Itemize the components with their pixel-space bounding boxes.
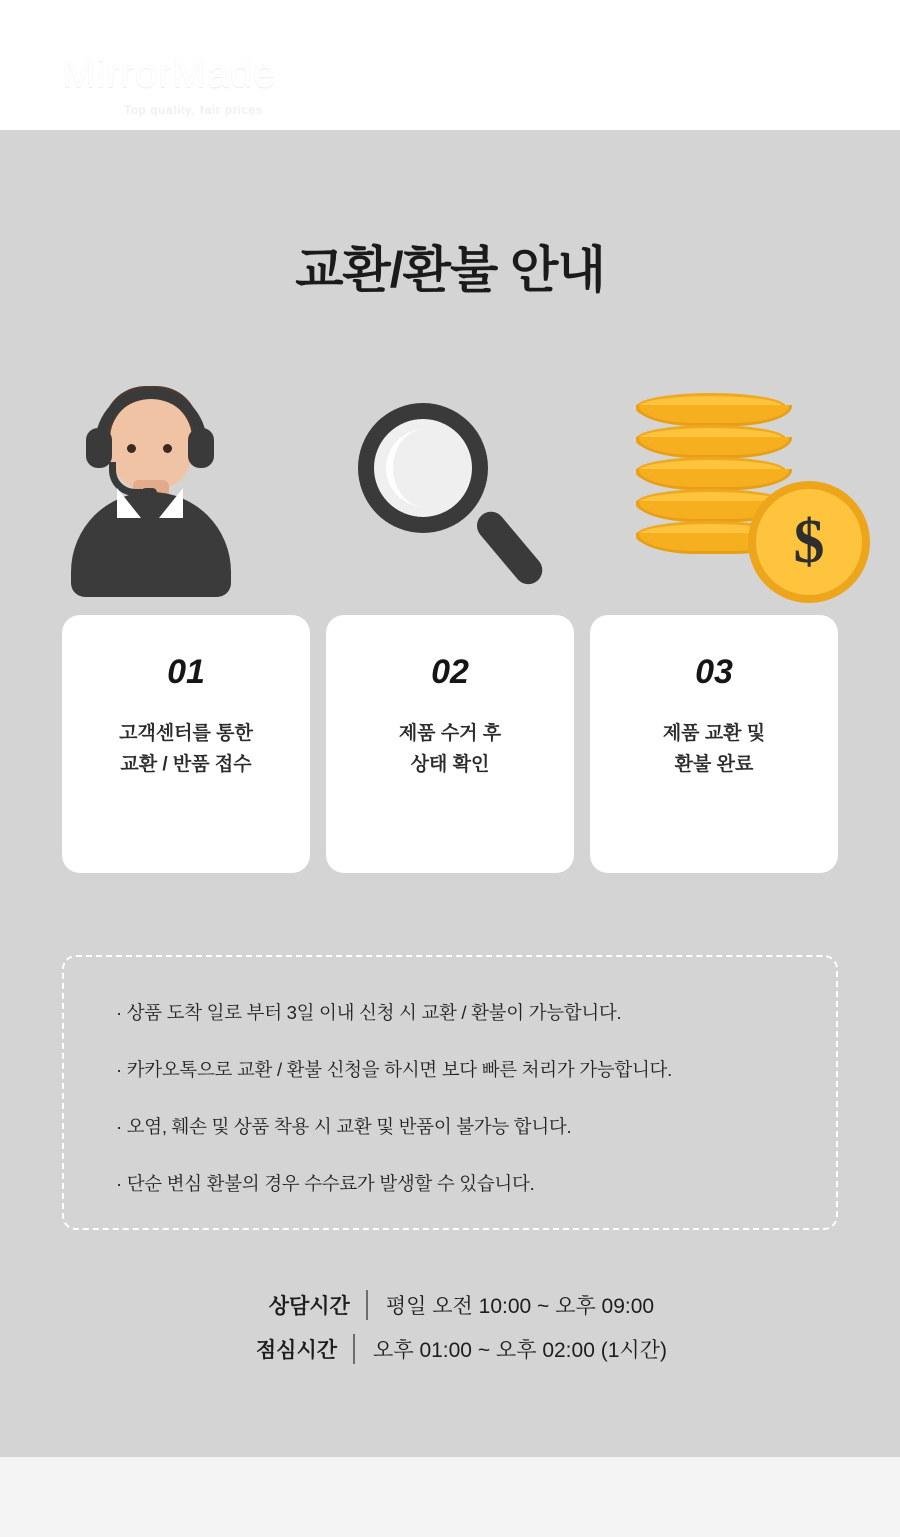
step-line-2: 상태 확인 <box>410 754 490 776</box>
notice-item: · 상품 도착 일로 부터 3일 이내 신청 시 교환 / 환불이 가능합니다. <box>116 1002 622 1023</box>
hours-label: 상담시간 <box>268 1295 350 1318</box>
step-line-1: 제품 수거 후 <box>398 723 502 744</box>
hours-value: 평일 오전 10:00 ~ 오후 09:00 <box>366 1290 654 1320</box>
notice-item: · 오염, 훼손 및 상품 착용 시 교환 및 반품이 불가능 합니다. <box>116 1116 572 1137</box>
step-line-1: 제품 교환 및 <box>662 723 766 744</box>
hours-row-lunch <box>233 1334 667 1364</box>
icon-cell-1 <box>0 365 300 595</box>
notice-item: · 단순 변심 환불의 경우 수수료가 발생할 수 있습니다. <box>116 1173 535 1194</box>
step-card-2 <box>326 615 574 873</box>
icon-cell-2 <box>300 365 600 595</box>
icon-row <box>0 365 900 595</box>
page-footer-space <box>0 1457 900 1537</box>
step-line-2: 환불 완료 <box>674 754 754 776</box>
hours-row-consult <box>246 1290 654 1320</box>
magnifier-icon <box>350 395 550 595</box>
dollar-symbol: $ <box>748 481 870 603</box>
headset-agent-icon <box>55 370 245 595</box>
coins-dollar-icon <box>630 385 870 595</box>
step-number: 01 <box>167 653 205 691</box>
brand-header <box>0 0 900 130</box>
steps-row <box>62 615 838 873</box>
step-line-1: 고객센터를 통한 <box>119 723 253 744</box>
notice-box <box>62 955 838 1230</box>
step-number: 03 <box>695 653 733 691</box>
content-area <box>0 130 900 1537</box>
business-hours <box>0 1290 900 1364</box>
step-card-1 <box>62 615 310 873</box>
hours-label: 점심시간 <box>255 1339 338 1362</box>
brand-logo <box>62 52 276 117</box>
page-title: 교환/환불 안내 <box>295 242 605 298</box>
step-line-2: 교환 / 반품 접수 <box>120 754 252 776</box>
icon-cell-3 <box>600 365 900 595</box>
step-number: 02 <box>431 653 469 691</box>
step-card-3 <box>590 615 838 873</box>
brand-tagline: Top quality, fair prices <box>124 103 264 117</box>
notice-item: · 카카오톡으로 교환 / 환불 신청을 하시면 보다 빠른 처리가 가능합니다. <box>116 1059 672 1080</box>
brand-name: MirrorMade <box>62 52 277 96</box>
hours-value: 오후 01:00 ~ 오후 02:00 (1시간) <box>353 1334 667 1364</box>
